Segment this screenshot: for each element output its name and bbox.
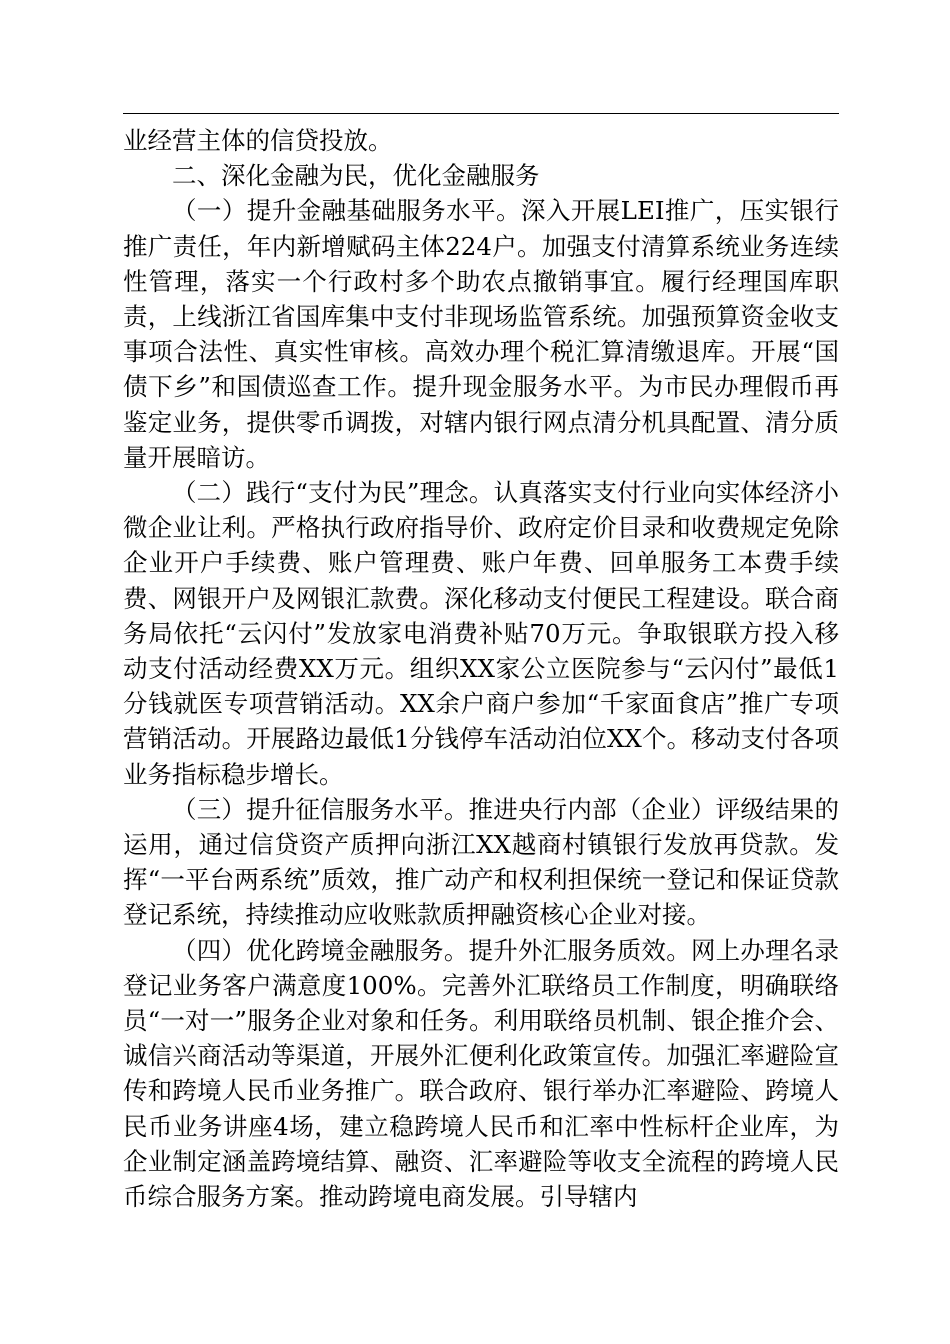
paragraph-payment: （二）践行“支付为民”理念。认真落实支付行业向实体经济小微企业让利。严格执行政府指导价、政府定价目录和收费规定免除企业开户手续费、账户管理费、账户年费、回单服务工本费手续费、网银开户及网银汇款费。深化移动支付便民工程建设。联合商务局依托“云闪付”发放家电消费补贴70万元。争取银联方投入移动支付活动经费XX万元。组织XX家公立医院参与“云闪付”最低1分钱就医专项营销活动。XX余户商户参加“千家面食店”推广专项营销活动。开展路边最低1分钱停车活动泊位XX个。移动支付各项业务指标稳步增长。	[123, 478, 839, 789]
paragraph-credit-info: （三）提升征信服务水平。推进央行内部（企业）评级结果的运用，通过信贷资产质押向浙江XX越商村镇银行发放再贷款。发挥“一平台两系统”质效，推广动产和权利担保统一登记和保证贷款登记系统，持续推动应收账款质押融资核心企业对接。	[123, 794, 839, 930]
document-body	[123, 123, 839, 1214]
paragraph-cross-border: （四）优化跨境金融服务。提升外汇服务质效。网上办理名录登记业务客户满意度100%。完善外汇联络员工作制度，明确联络员“一对一”服务企业对象和任务。利用联络员机制、银企推介会、诚信兴商活动等渠道，开展外汇便利化政策宣传。加强汇率避险宣传和跨境人民币业务推广。联合政府、银行举办汇率避险、跨境人民币业务讲座4场，建立稳跨境人民币和汇率中性标杆企业库，为企业制定涵盖跨境结算、融资、汇率避险等收支全流程的跨境人民币综合服务方案。推动跨境电商发展。引导辖内	[123, 935, 839, 1212]
paragraph-continuation: 业经营主体的信贷投放。	[123, 126, 393, 155]
paragraph-basic-services: （一）提升金融基础服务水平。深入开展LEI推广，压实银行推广责任，年内新增赋码主体224户。加强支付清算系统业务连续性管理，落实一个行政村多个助农点撤销事宜。履行经理国库职责，上线浙江省国库集中支付非现场监管系统。加强预算资金收支事项合法性、真实性审核。高效办理个税汇算清缴退库。开展“国债下乡”和国债巡查工作。提升现金服务水平。为市民办理假币再鉴定业务，提供零币调拨，对辖内银行网点清分机具配置、清分质量开展暗访。	[123, 196, 839, 472]
section-heading: 二、深化金融为民，优化金融服务	[172, 161, 540, 191]
header-rule	[123, 113, 839, 114]
